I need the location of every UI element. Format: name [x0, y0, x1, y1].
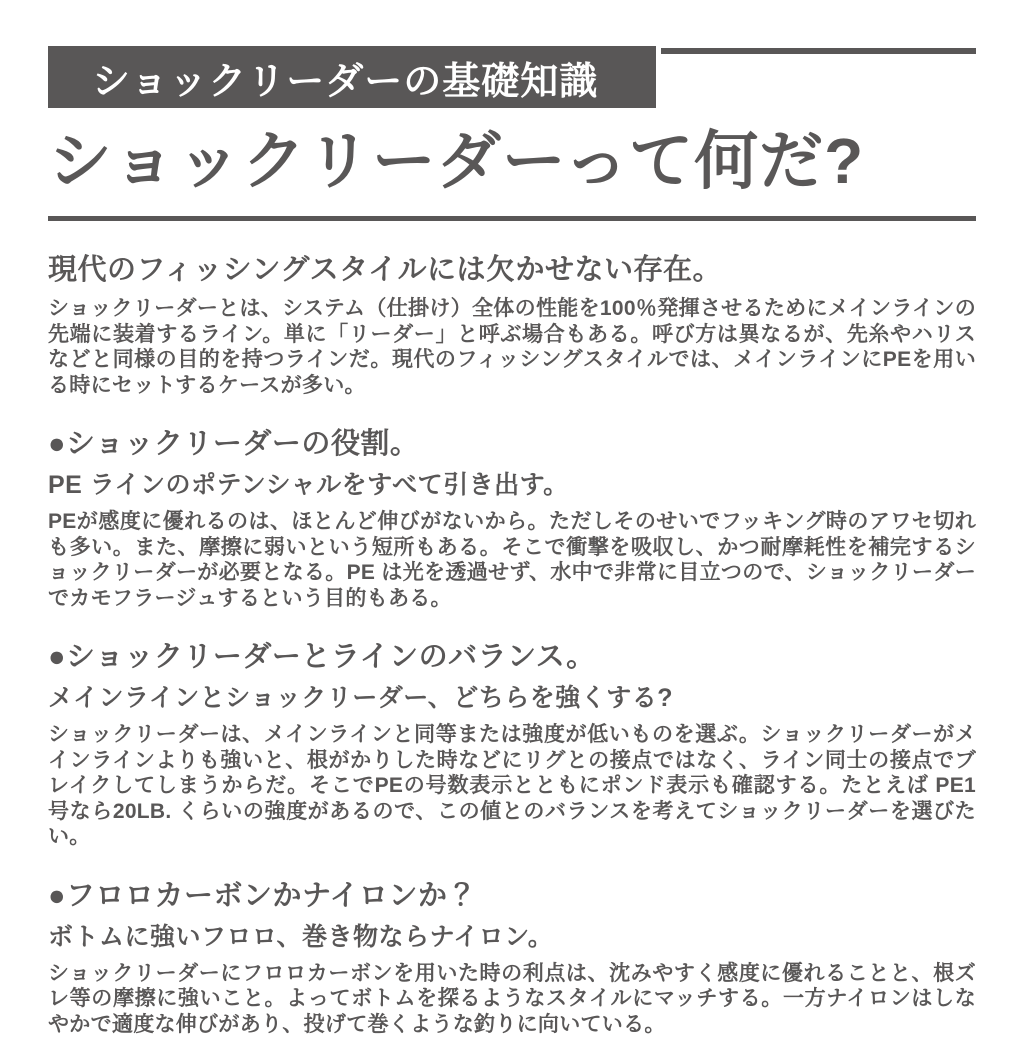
section-role	[48, 427, 976, 611]
masthead	[48, 46, 976, 108]
kicker-text: ショックリーダーの基礎知識	[92, 50, 598, 105]
section-material-body: ショックリーダーにフロロカーボンを用いた時の利点は、沈みやすく感度に優れることと、根ズレ等の摩擦に強いこと。よってボトムを探るようなスタイルにマッチする。一方ナイロンはしなやかで適度な伸びがあり、投げて巻くような釣りに向いている。	[48, 961, 976, 1037]
section-balance-body: ショックリーダーは、メインラインと同等または強度が低いものを選ぶ。ショックリーダーがメインラインよりも強いと、根がかりした時などにリグとの接点ではなく、ライン同士の接点でブレイクしてしまうからだ。そこでPEの号数表示とともにポンド表示も確認する。たとえば PE1 号なら20LB. くらいの強度があるので、この値とのバランスを考えてショックリーダーを選びたい。	[48, 722, 976, 850]
section-material-heading: ●フロロカーボンかナイロンか？	[48, 879, 976, 913]
section-intro-body: ショックリーダーとは、システム（仕掛け）全体の性能を100％発揮させるためにメインラインの先端に装着するライン。単に「リーダー」と呼ぶ場合もある。呼び方は異なるが、先糸やハリスなどと同様の目的を持つラインだ。現代のフィッシングスタイルでは、メインラインにPEを用いる時にセットするケースが多い。	[48, 296, 976, 398]
title-divider	[48, 216, 976, 221]
section-material	[48, 879, 976, 1037]
section-intro	[48, 253, 976, 398]
section-balance-heading: ●ショックリーダーとラインのバランス。	[48, 640, 976, 674]
section-balance	[48, 640, 976, 850]
section-role-heading: ●ショックリーダーの役割。	[48, 427, 976, 461]
section-role-subheading: PE ラインのポテンシャルをすべて引き出す。	[48, 470, 976, 500]
section-material-subheading: ボトムに強いフロロ、巻き物ならナイロン。	[48, 922, 976, 952]
article-body	[48, 253, 976, 1037]
page-title: ショックリーダーって何だ?	[48, 118, 976, 204]
kicker-banner	[48, 46, 656, 108]
section-intro-heading: 現代のフィッシングスタイルには欠かせない存在。	[48, 253, 976, 287]
section-balance-subheading: メインラインとショックリーダー、どちらを強くする?	[48, 683, 976, 713]
section-role-body: PEが感度に優れるのは、ほとんど伸びがないから。ただしそのせいでフッキング時のアワセ切れも多い。また、摩擦に弱いという短所もある。そこで衝撃を吸収し、かつ耐摩耗性を補完するショックリーダーが必要となる。PE は光を透過せず、水中で非常に目立つので、ショックリーダーでカモフラージュするという目的もある。	[48, 509, 976, 611]
masthead-rule	[661, 48, 976, 54]
